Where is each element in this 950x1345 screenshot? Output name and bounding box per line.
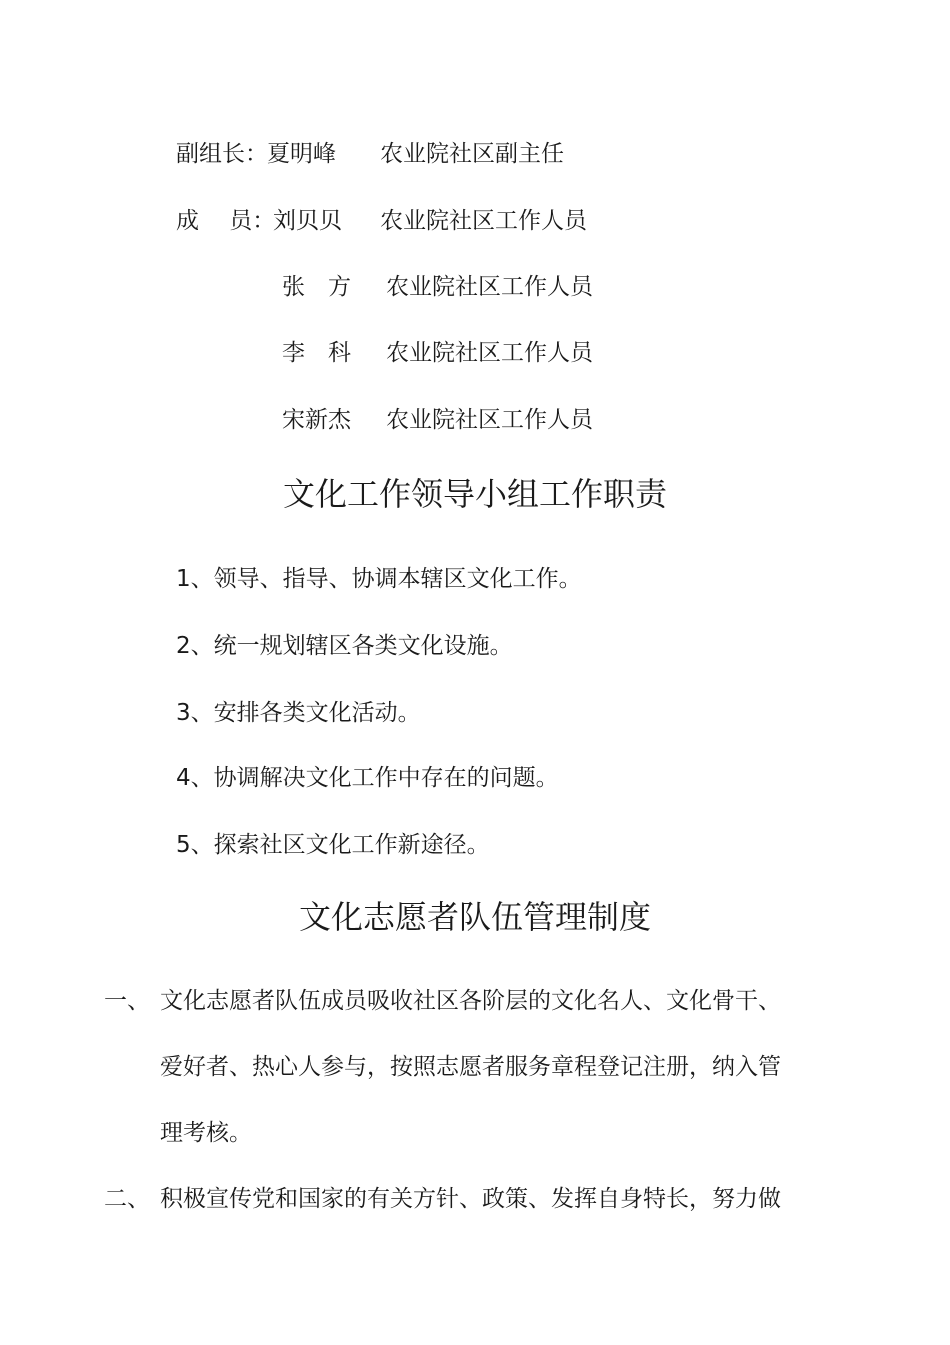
- deputy-role-label: 副组长：: [176, 141, 268, 167]
- rule-marker: 一、: [104, 988, 150, 1014]
- rule-text-line: 理考核。: [160, 1120, 252, 1146]
- duty-item: 2、统一规划辖区各类文化设施。: [176, 633, 513, 659]
- member-name: 李 科: [282, 340, 351, 366]
- section-title-duties: 文化工作领导小组工作职责: [282, 475, 667, 513]
- member-position: 农业院社区工作人员: [380, 208, 587, 234]
- member-role-label: 成 员：: [176, 208, 276, 234]
- rule-text-line: 积极宣传党和国家的有关方针、政策、发挥自身特长，努力做: [160, 1186, 781, 1212]
- member-position: 农业院社区工作人员: [386, 407, 593, 433]
- duty-item: 3、安排各类文化活动。: [176, 700, 421, 726]
- rule-text-line: 文化志愿者队伍成员吸收社区各阶层的文化名人、文化骨干、: [160, 988, 781, 1014]
- duty-item: 5、探索社区文化工作新途径。: [176, 832, 490, 858]
- deputy-name: 夏明峰: [267, 141, 336, 167]
- member-name: 宋新杰: [282, 407, 351, 433]
- section-title-volunteer-rules: 文化志愿者队伍管理制度: [298, 898, 651, 936]
- member-name: 张 方: [282, 274, 351, 300]
- duty-item: 4、协调解决文化工作中存在的问题。: [176, 765, 559, 791]
- member-position: 农业院社区工作人员: [386, 340, 593, 366]
- rule-text-line: 爱好者、热心人参与，按照志愿者服务章程登记注册，纳入管: [160, 1054, 781, 1080]
- deputy-position: 农业院社区副主任: [380, 141, 564, 167]
- member-position: 农业院社区工作人员: [386, 274, 593, 300]
- member-name: 刘贝贝: [273, 208, 342, 234]
- duty-item: 1、领导、指导、协调本辖区文化工作。: [176, 566, 582, 592]
- rule-marker: 二、: [104, 1186, 150, 1212]
